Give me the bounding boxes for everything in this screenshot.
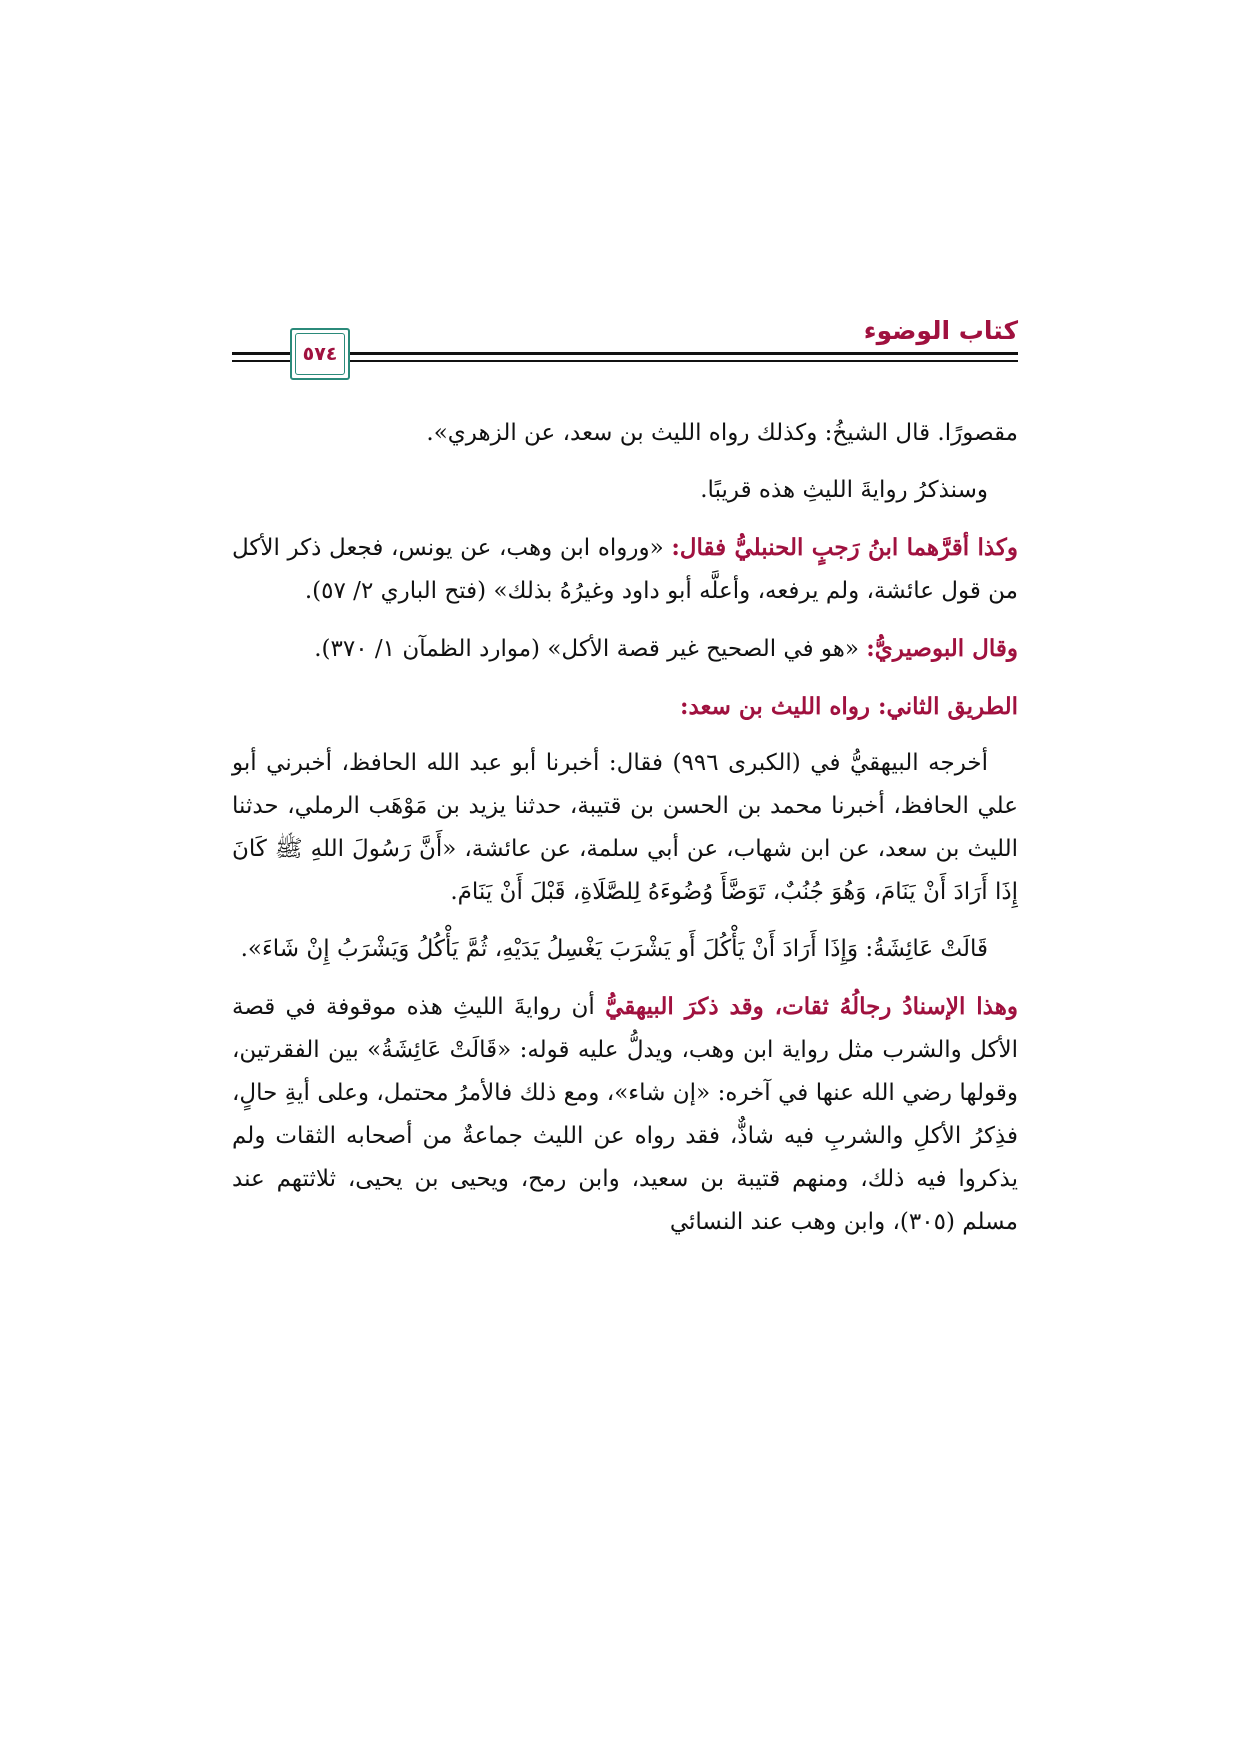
- section-subheading: الطريق الثاني: رواه الليث بن سعد:: [679, 693, 1018, 720]
- paragraph-7: [232, 985, 1018, 1244]
- page-body: [232, 412, 1018, 1258]
- paragraph-7-lead: وهذا الإسنادُ رجالُهُ ثقات، وقد ذكرَ البيهقيُّ: [605, 993, 1018, 1020]
- paragraph-3-lead: وكذا أقرَّهما ابنُ رَجبٍ الحنبليُّ فقال:: [671, 534, 1018, 561]
- book-title: كتاب الوضوء: [863, 316, 1018, 345]
- paragraph-6: قَالَتْ عَائِشَةُ: وَإِذَا أَرَادَ أَنْ يَأْكُلَ أَو يَشْرَبَ يَغْسِلُ يَدَيْهِ، ثُمَّ يَأْكُلُ وَيَشْرَبُ إِنْ شَاءَ».: [240, 936, 988, 962]
- paragraph-4-text: «هو في الصحيح غير قصة الأكل» (موارد الظمآن ١/ ٣٧٠).: [314, 636, 859, 662]
- paragraph-4-lead: وقال البوصيريُّ:: [866, 635, 1018, 662]
- paragraph-2: وسنذكرُ روايةَ الليثِ هذه قريبًا.: [700, 477, 988, 503]
- page-number: ٥٧٤: [295, 333, 345, 375]
- paragraph-3: [232, 526, 1018, 613]
- paragraph-1: مقصورًا. قال الشيخُ: وكذلك رواه الليث بن سعد، عن الزهري».: [426, 420, 1018, 446]
- paragraph-5: أخرجه البيهقيُّ في (الكبرى ٩٩٦) فقال: أخبرنا أبو عبد الله الحافظ، أخبرني أبو علي الحافظ، أخبرنا محمد بن الحسن بن قتيبة، حدثنا يزيد بن مَوْهَب الرملي، حدثنا الليث بن سعد، عن ابن شهاب، عن أبي سلمة، عن عائشة، «أَنَّ رَسُولَ اللهِ ﷺ كَانَ إِذَا أَرَادَ أَنْ يَنَامَ، وَهُوَ جُنُبٌ، تَوَضَّأَ وُضُوءَهُ لِلصَّلَاةِ، قَبْلَ أَنْ يَنَامَ.: [232, 750, 1018, 905]
- page-number-frame: [290, 328, 350, 380]
- paragraph-7-text: أن روايةَ الليثِ هذه موقوفة في قصة الأكل والشرب مثل رواية ابن وهب، ويدلُّ عليه قوله: «قَالَتْ عَائِشَةُ» بين الفقرتين، وقولها رضي الله عنها في آخره: «إن شاء»، ومع ذلك فالأمرُ محتمل، وعلى أيةِ حالٍ، فذِكرُ الأكلِ والشربِ فيه شاذٌّ، فقد رواه عن الليث جماعةٌ من أصحابه الثقات ولم يذكروا فيه ذلك، ومنهم قتيبة بن سعيد، وابن رمح، ويحيى بن يحيى، ثلاثتهم عند مسلم (٣٠٥)، وابن وهب عند النسائي: [232, 994, 1018, 1235]
- paragraph-4: [232, 627, 1018, 671]
- paragraph-3-text: «ورواه ابن وهب، عن يونس، فجعل ذكر الأكل من قول عائشة، ولم يرفعه، وأعلَّه أبو داود وغيرُهُ بذلك» (فتح الباري ٢/ ٥٧).: [232, 535, 1018, 604]
- page-header: [232, 316, 1018, 398]
